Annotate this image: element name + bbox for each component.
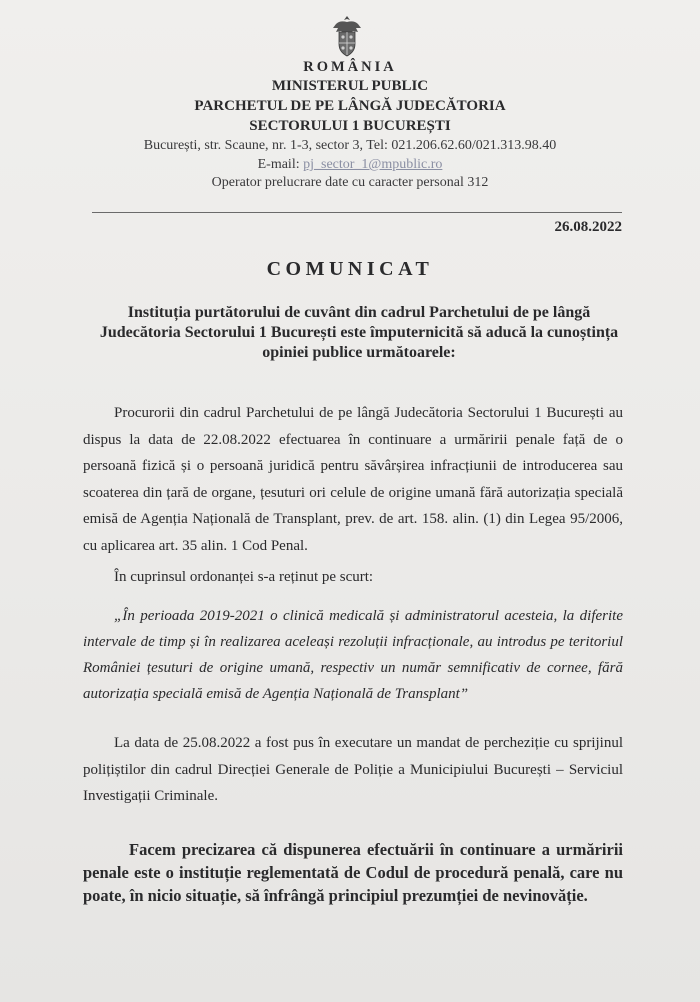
email-line — [0, 157, 700, 173]
email-label: E-mail: — [257, 157, 304, 172]
email-link[interactable]: pj_sector_1@mpublic.ro — [303, 157, 443, 172]
intro-statement: Instituția purtătorului de cuvânt din cadrul Parchetului de pe lângă Judecătoria Sectorului 1 București este împuternicită să aducă la cunoștința opiniei publice următoarele: — [99, 304, 619, 361]
document-title: COMUNICAT — [266, 258, 434, 280]
country-name: ROMÂNIA — [303, 59, 397, 75]
closing-statement: Facem precizarea că dispunerea efectuării în continuare a urmăririi penale este o instituție reglementată de Codul de procedură penală, care nu poate, în nicio situație, să înfrângă principiul prezumției de nevinovăție. — [83, 840, 623, 905]
body-paragraph-2: În cuprinsul ordonanței s-a reținut pe scurt: — [114, 569, 374, 585]
office-name-line1: PARCHETUL DE PE LÂNGĂ JUDECĂTORIA — [194, 98, 506, 114]
quoted-paragraph: „În perioada 2019-2021 o clinică medicală și administratorul acesteia, la diferite intervale de timp și în realizarea aceleași rezoluții infracționale, au introdus pe teritoriul României țesuturi de origine umană, respectiv un număr semnificativ de cornee, fără autorizația specială emisă de Agenția Națională de Transplant” — [83, 608, 623, 702]
body-paragraph-4: La data de 25.08.2022 a fost pus în executare un mandat de percheziție cu sprijinul polițiștilor din cadrul Direcției Generale de Poliție a Municipiului București – Serviciul Investigații Criminale. — [83, 735, 623, 804]
operator-note: Operator prelucrare date cu caracter personal 312 — [211, 175, 489, 190]
document-date: 26.08.2022 — [554, 219, 622, 235]
office-name-line2: SECTORULUI 1 BUCUREȘTI — [249, 118, 451, 134]
body-paragraph-1: Procurorii din cadrul Parchetului de pe lângă Judecătoria Sectorului 1 București au dispus la data de 22.08.2022 efectuarea în continuare a urmăririi penale față de o persoană fizică și o persoană juridică pentru săvârșirea infracțiunii de introducerea sau scoaterea din țară de organe, țesuturi ori celule de origine umană fără autorizația specială emisă de Agenția Națională de Transplant, prev. de art. 158. alin. (1) din Legea 95/2006, cu aplicarea art. 35 alin. 1 Cod Penal. — [83, 405, 623, 554]
office-address: București, str. Scaune, nr. 1-3, sector 3, Tel: 021.206.62.60/021.313.98.40 — [143, 138, 557, 153]
header-divider — [92, 212, 622, 213]
coat-of-arms-icon — [330, 14, 364, 58]
ministry-name: MINISTERUL PUBLIC — [271, 78, 429, 94]
